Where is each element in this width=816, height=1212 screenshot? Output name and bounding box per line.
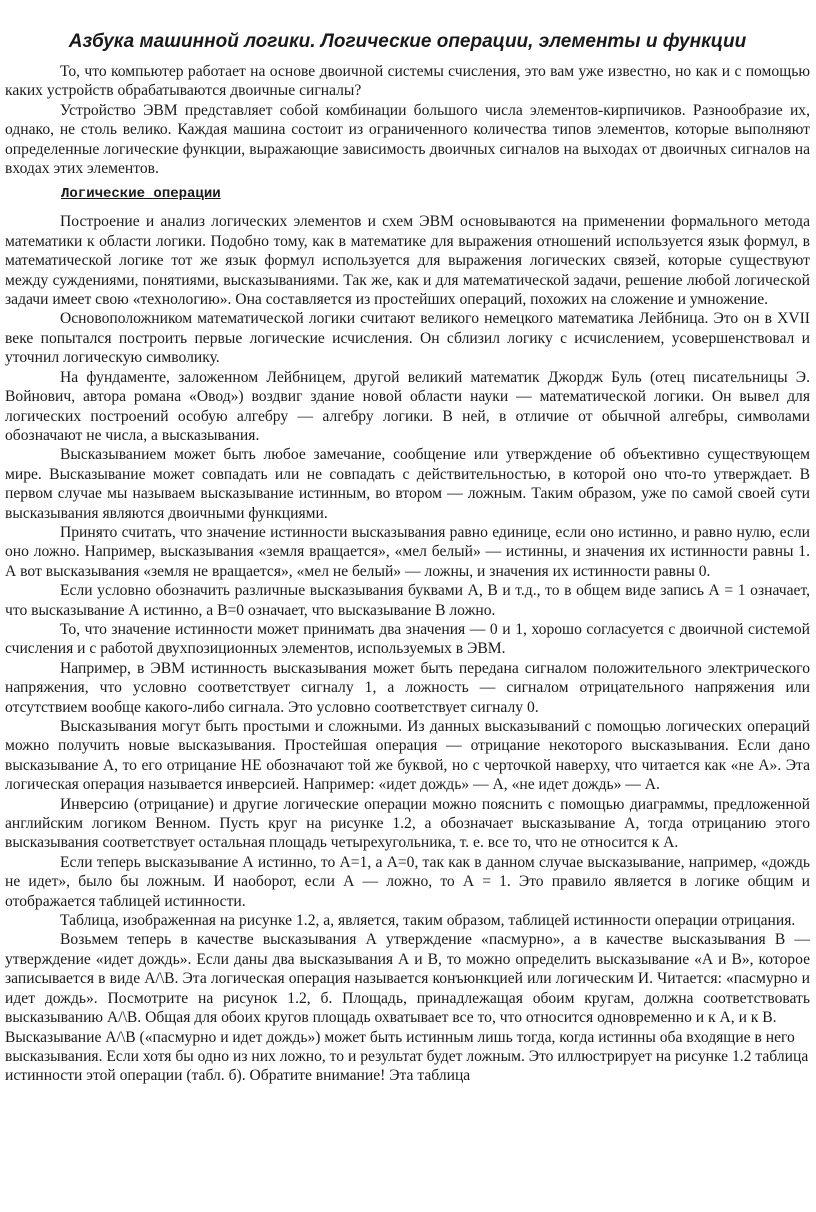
document-title: Азбука машинной логики. Логические операции, элементы и функции [68,31,747,52]
paragraph: Возьмем теперь в качестве высказывания А утверждение «пасмурно», а в качестве высказывания В — утверждение «идет дождь». Если даны два высказывания А и В, то можно определить высказывание «А и В», которое записывается в виде А/\В. Эта логическая операция называется конъюнкцией или логическим И. Читается: «пасмурно и идет дождь». Посмотрите на рисунок 1.2, б. Площадь, принадлежащая обоим кругам, должна соответствовать высказыванию А/\В. Общая для обоих кругов площадь охватывает все то, что относится одновременно и к А, и к В. [5,931,810,1027]
paragraph: На фундаменте, заложенном Лейбницем, другой великий математик Джордж Буль (отец писательницы Э. Войнович, автора романа «Овод») воздвиг здание новой области науки — математической логики. Он вывел для логических построений особую алгебру — алгебру логики. В ней, в отличие от обычной алгебры, символами обозначают не числа, а высказывания. [5,368,810,444]
paragraph: Принято считать, что значение истинности высказывания равно единице, если оно истинно, и равно нулю, если оно ложно. Например, высказывания «земля вращается», «мел белый» — истинны, и значения их истинности равны 1. А вот высказывания «земля не вращается», «мел не белый» — ложны, и значения их истинности равны 0. [5,523,810,580]
paragraph: Инверсию (отрицание) и другие логические операции можно пояснить с помощью диаграммы, предложенной английским логиком Венном. Пусть круг на рисунке 1.2, а обозначает высказывание А, тогда отрицанию этого высказывания соответствует остальная площадь четырехугольника, т. е. все то, что не относится к А. [5,795,810,852]
paragraph: То, что компьютер работает на основе двоичной системы счисления, это вам уже известно, но как и с помощью каких устройств обрабатываются двоичные сигналы? [5,63,810,100]
section-heading [61,184,810,204]
paragraph: Например, в ЭВМ истинность высказывания может быть передана сигналом положительного электрического напряжения, что условно соответствует сигналу 1, а ложность — сигналом отрицательного напряжения или отсутствием вообще какого-либо сигнала. Это условно соответствует сигналу 0. [5,659,810,716]
paragraph: Основоположником математической логики считают великого немецкого математика Лейбница. Это он в XVII веке попытался построить первые логические исчисления. Он сблизил логику с исчислением, усовершенствовал и уточнил логическую символику. [5,310,810,367]
paragraph: Таблица, изображенная на рисунке 1.2, а, является, таким образом, таблицей истинности операции отрицания. [60,912,796,930]
paragraph-tail: Высказывание А/\В («пасмурно и идет дождь») может быть истинным лишь тогда, когда истинны оба входящие в него высказывания. Если хотя бы одно из них ложно, то и результат будет ложным. Это иллюстрирует на рисунке 1.2 таблица истинности этой операции (табл. б). Обратите внимание! Эта таблица [5,1028,809,1085]
paragraph: Если условно обозначить различные высказывания буквами А, В и т.д., то в общем виде запись А = 1 означает, что высказывание А истинно, а В=0 означает, что высказывание В ложно. [5,582,810,619]
paragraph: Высказыванием может быть любое замечание, сообщение или утверждение об объективно существующем мире. Высказывание может совпадать или не совпадать с действительностью, в которой оно что-то утверждает. В первом случае мы называем высказывание истинным, во втором — ложным. Таким образом, уже по самой своей сути высказывания являются двоичными функциями. [5,446,810,522]
section-heading-text: Логические операции [61,186,221,203]
paragraph: Высказывания могут быть простыми и сложными. Из данных высказываний с помощью логических операций можно получить новые высказывания. Простейшая операция — отрицание некоторого высказывания. Если дано высказывание А, то его отрицание НЕ обозначают той же буквой, но с черточкой наверху, что читается как «не А». Эта логическая операция называется инверсией. Например: «идет дождь» — А, «не идет дождь» — А. [5,718,810,794]
paragraph: Если теперь высказывание А истинно, то А=1, а А=0, так как в данном случае высказывание, например, «дождь не идет», было бы ложным. И наоборот, если А — ложно, то А = 1. Это правило является в логике общим и отображается таблицей истинности. [5,853,810,910]
paragraph: Построение и анализ логических элементов и схем ЭВМ основываются на применении формального метода математики к области логики. Подобно тому, как в математике для выражения отношений используется язык формул, в математической логике тот же язык формул используется для выражения логических связей, которые существуют между суждениями, понятиями, высказываниями. Так же, как и для математической задачи, решение любой логической задачи имеет свою «технологию». Она составляется из простейших операций, похожих на сложение и умножение. [5,213,810,309]
paragraph: Устройство ЭВМ представляет собой комбинации большого числа элементов-кирпичиков. Разнообразие их, однако, не столь велико. Каждая машина состоит из ограниченного количества типов элементов, которые выполняют определенные логические функции, выражающие зависимость двоичных сигналов на выходах от двоичных сигналов на входах этих элементов. [5,101,810,178]
paragraph: То, что значение истинности может принимать два значения — 0 и 1, хорошо согласуется с двоичной системой счисления и с работой двухпозиционных элементов, используемых в ЭВМ. [5,620,810,658]
